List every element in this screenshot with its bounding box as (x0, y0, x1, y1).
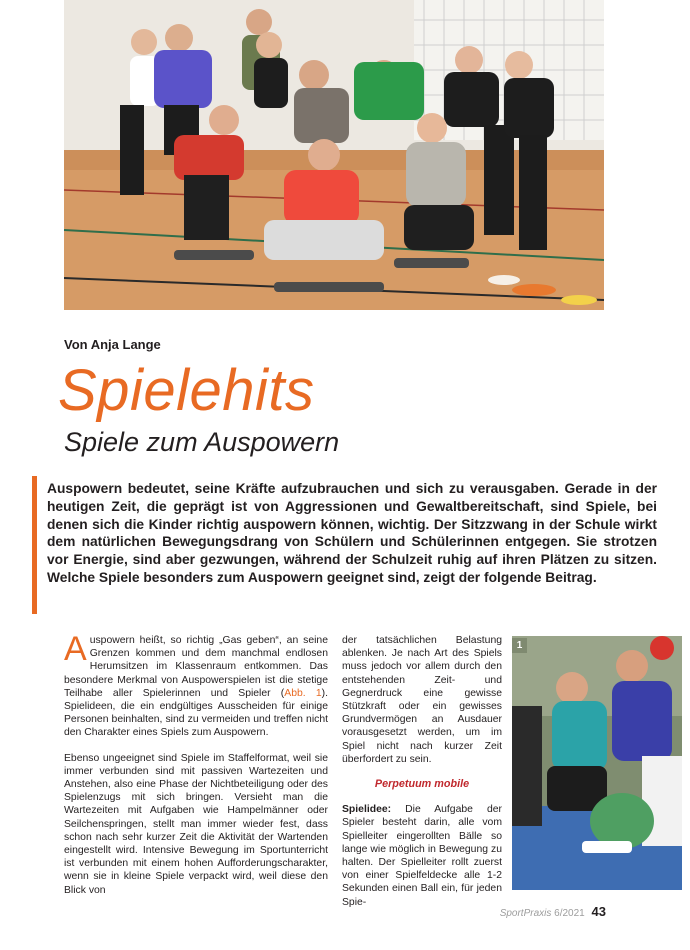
issue-number: 6/2021 (554, 908, 585, 919)
lead-paragraph: Auspowern bedeutet, seine Kräfte aufzubrauchen und sich zu verausgaben. Gerade in der heutigen Zeit, die geprägt ist von Aggressionen und Gewaltbereitschaft, sind Spiele, bei denen sich die Kinder richtig auspowern können, wichtig. Der Sitzzwang in der Schule wirkt dem natürlichen Bewegungsdrang von Schülern und Schülerinnen entgegen. Sie strotzen vor Energie, sind aber gezwungen, während der Schulzeit ruhig auf ihren Plätzen zu sitzen. Welche Spiele besonders zum Auspowern geeignet sind, zeigt der folgende Beitrag. (47, 481, 657, 585)
game-idea-label: Spielidee: (342, 804, 392, 816)
journal-name: SportPraxis (499, 908, 552, 919)
lead-accent-bar (32, 476, 37, 614)
body-paragraph-2: Ebenso ungeeignet sind Spiele im Staffelformat, weil sie immer verbunden sind mit passiven Wartezeiten und Anstehen, also eine Phase der Nichtbeteiligung oder des Spielenzugs mit sich bringen. Versieht man die Wartezeiten mit Aufgaben wie Hampelmänner oder Seilchenspringen, stellt man immer wieder fest, dass schon nach sehr kurzer Zeit die Aktivität der Wartenden eingestellt wird. Intensive Bewegung im Sportunterricht ist verbunden mit einem hohen Aufforderungscharakter, wenn sie in kleine Spiele verpackt wird, weil diese den Blick von (64, 752, 328, 896)
figure-1-photo (512, 636, 682, 890)
body-column-1 (64, 630, 328, 909)
figure-1-illustration (512, 636, 682, 890)
body-paragraph-3: der tatsächlichen Belastung ablenken. Je nach Art des Spiels muss jedoch vor allem durch den entstehenden Zeit- und Gegnerdruck eine gewisse Stützkraft oder ein gewisses Grundvermögen an Ausdauer vorausgesetzt werden, um im Spiel nicht nach kurzer Zeit überfordert zu sein. (342, 635, 502, 765)
figure-reference-link[interactable]: Abb. 1 (284, 687, 322, 699)
hero-photo (64, 0, 604, 310)
byline: Von Anja Lange (64, 337, 161, 352)
body-column-2 (342, 634, 502, 921)
body-paragraph-4 (342, 803, 502, 909)
article-subtitle: Spiele zum Auspowern (64, 427, 340, 457)
hero-photo-illustration (64, 0, 604, 310)
section-heading: Perpetuum mobile (374, 778, 470, 791)
game-idea-text: Die Aufgabe der Spieler besteht darin, alle vom Spielleiter eingerollten Bälle so lange wie möglich in Bewegung zu halten. Der Spielleiter rollt zuerst von einer Spielfeldecke alle 1-2 Sekunden einen Ball ein, für jeden Spie- (342, 804, 502, 908)
body-paragraph-1-end: ). Spielideen, die ein endgültiges Ausscheiden für einige Personen beinhalten, sind zu vermeiden und treffen nicht den Charakter eines Spiels zum Auspowern. (64, 687, 328, 739)
page-footer (500, 904, 606, 919)
page-number: 43 (591, 904, 606, 919)
article-title: Spielehits (58, 358, 315, 423)
drop-cap: A (64, 630, 87, 668)
body-paragraph-1-start: uspowern heißt, so richtig „Gas geben“, an seine Grenzen kommen und dem manchmal endlosen Herumsitzen im Klassenraum entkommen. Das besondere Merkmal von Auspowerspielen ist die stetige Teilhabe aller Spielerinnen und Spieler ( (64, 635, 328, 699)
figure-number-badge: 1 (512, 638, 527, 653)
body-paragraph-1 (64, 630, 328, 740)
